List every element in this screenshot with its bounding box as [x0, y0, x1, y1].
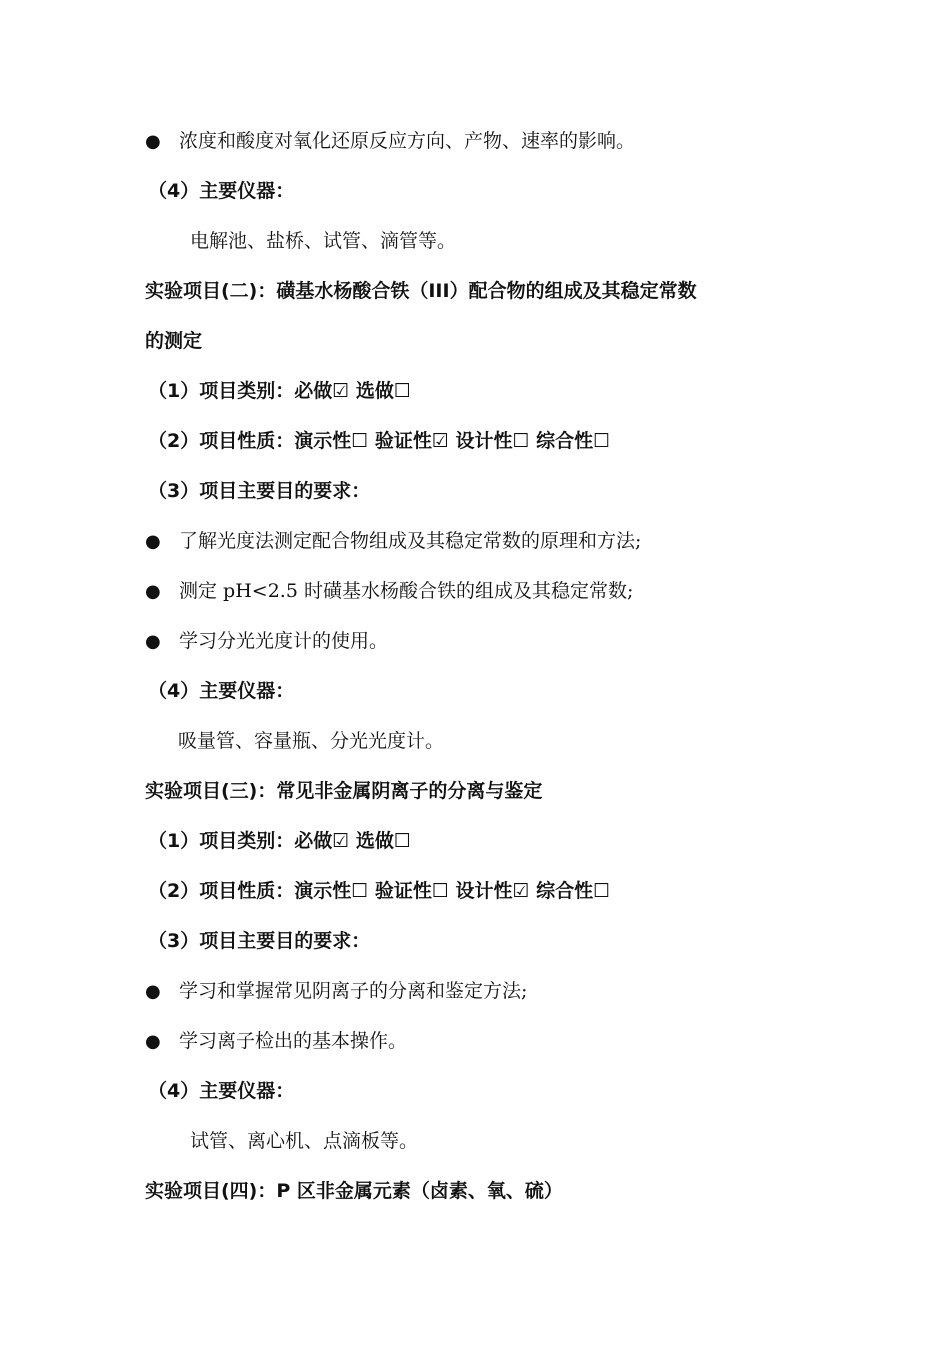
exp3-objective-item	[145, 966, 527, 1016]
exp2-equipment-heading: （4）主要仪器：	[148, 680, 295, 702]
exp1-equipment-list: 电解池、盐桥、试管、滴管等。	[190, 230, 457, 252]
exp2-equipment-list: 吸量管、容量瓶、分光光度计。	[178, 730, 445, 752]
exp3-equipment-heading: （4）主要仪器：	[148, 1080, 295, 1102]
exp2-objective-item	[145, 616, 388, 666]
exp3-nature: （2）项目性质：演示性☐ 验证性☐ 设计性☑ 综合性☐	[148, 880, 611, 902]
exp2-objective-text: 学习分光光度计的使用。	[179, 630, 389, 652]
exp2-objective-text: 测定 pH<2.5 时磺基水杨酸合铁的组成及其稳定常数;	[179, 580, 634, 602]
bullet-icon: ●	[145, 631, 161, 652]
exp3-title: 实验项目(三)：常见非金属阴离子的分离与鉴定	[145, 780, 543, 802]
exp2-objective-item	[145, 566, 633, 616]
bullet-icon: ●	[145, 131, 161, 152]
exp2-objective-text: 了解光度法测定配合物组成及其稳定常数的原理和方法;	[179, 530, 642, 552]
exp4-title: 实验项目(四)：P 区非金属元素（卤素、氧、硫）	[145, 1180, 563, 1202]
exp1-objective-item	[145, 116, 635, 166]
bullet-icon: ●	[145, 531, 161, 552]
exp3-equipment-list: 试管、离心机、点滴板等。	[190, 1130, 419, 1152]
exp1-equipment-heading: （4）主要仪器：	[148, 180, 295, 202]
exp2-title-line1: 实验项目(二)：磺基水杨酸合铁（III）配合物的组成及其稳定常数	[145, 280, 697, 302]
exp2-category: （1）项目类别：必做☑ 选做☐	[148, 380, 411, 402]
exp3-objective-text: 学习和掌握常见阴离子的分离和鉴定方法;	[179, 980, 528, 1002]
exp2-nature: （2）项目性质：演示性☐ 验证性☑ 设计性☐ 综合性☐	[148, 430, 611, 452]
exp3-objective-item	[145, 1016, 407, 1066]
exp3-category: （1）项目类别：必做☑ 选做☐	[148, 830, 411, 852]
bullet-icon: ●	[145, 581, 161, 602]
exp2-objectives-heading: （3）项目主要目的要求：	[148, 480, 371, 502]
exp3-objectives-heading: （3）项目主要目的要求：	[148, 930, 371, 952]
bullet-icon: ●	[145, 981, 161, 1002]
bullet-icon: ●	[145, 1031, 161, 1052]
exp1-objective-text: 浓度和酸度对氧化还原反应方向、产物、速率的影响。	[179, 130, 636, 152]
exp2-title-line2: 的测定	[145, 330, 203, 352]
exp3-objective-text: 学习离子检出的基本操作。	[179, 1030, 408, 1052]
exp2-objective-item	[145, 516, 641, 566]
